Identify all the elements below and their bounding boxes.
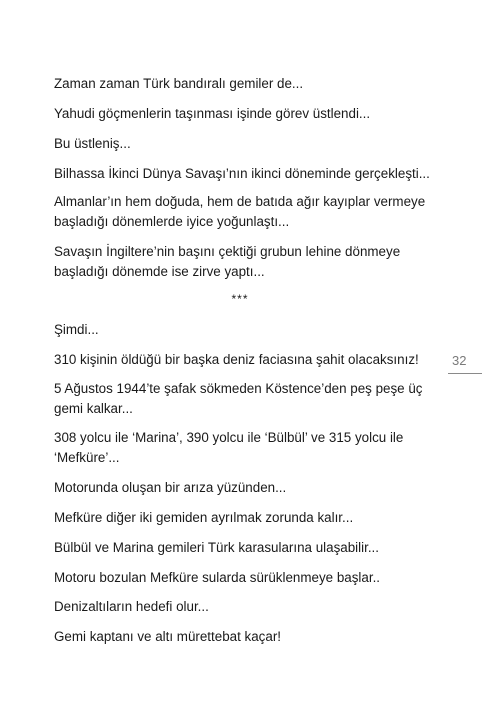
paragraph <box>54 568 426 588</box>
paragraph <box>54 74 426 94</box>
text-line: ‘Mefküre’... <box>54 450 120 465</box>
text-line: Mefküre diğer iki gemiden ayrılmak zorunda kalır... <box>54 510 354 525</box>
paragraph <box>54 508 426 528</box>
text-line: Savaşın İngiltere’nin başını çektiği grubun lehine dönmeye <box>54 244 401 259</box>
text-line: 5 Ağustos 1944’te şafak sökmeden Köstence’den peş peşe üç <box>54 381 423 396</box>
page-number: 32 <box>452 353 467 368</box>
paragraph <box>54 192 426 232</box>
text-line: Gemi kaptanı ve altı mürettebat kaçar! <box>54 629 282 644</box>
paragraph <box>54 597 426 617</box>
paragraph <box>54 379 426 419</box>
text-line: 308 yolcu ile ‘Marina’, 390 yolcu ile ‘Bülbül’ ve 315 yolcu ile <box>54 430 404 445</box>
paragraph <box>54 242 426 282</box>
paragraph <box>54 538 426 558</box>
text-line: gemi kalkar... <box>54 401 133 416</box>
text-line: Bu üstleniş... <box>54 136 131 151</box>
section-separator: *** <box>231 292 249 306</box>
text-line: başladığı dönemde ise zirve yaptı... <box>54 264 265 279</box>
text-line: Zaman zaman Türk bandıralı gemiler de... <box>54 76 304 91</box>
text-line: Bülbül ve Marina gemileri Türk karasularına ulaşabilir... <box>54 540 379 555</box>
text-line: Motoru bozulan Mefküre sularda sürüklenmeye başlar.. <box>54 570 381 585</box>
text-line: Motorunda oluşan bir arıza yüzünden... <box>54 480 287 495</box>
text-line: Yahudi göçmenlerin taşınması işinde görev üstlendi... <box>54 106 371 121</box>
text-line: Şimdi... <box>54 322 99 337</box>
paragraph <box>54 134 426 154</box>
text-line: Denizaltıların hedefi olur... <box>54 599 209 614</box>
paragraph <box>54 478 426 498</box>
text-line: Bilhassa İkinci Dünya Savaşı’nın ikinci döneminde gerçekleşti... <box>54 166 430 181</box>
paragraph <box>54 428 426 468</box>
text-line: başladığı dönemlerde iyice yoğunlaştı... <box>54 214 290 229</box>
paragraph <box>54 627 426 647</box>
text-line: 310 kişinin öldüğü bir başka deniz faciasına şahit olacaksınız! <box>54 352 419 367</box>
paragraph <box>54 320 426 340</box>
paragraph <box>54 164 430 184</box>
paragraph <box>54 104 426 124</box>
text-line: Almanlar’ın hem doğuda, hem de batıda ağır kayıplar vermeye <box>54 194 426 209</box>
page-number-divider <box>448 373 482 374</box>
paragraph <box>54 350 426 370</box>
